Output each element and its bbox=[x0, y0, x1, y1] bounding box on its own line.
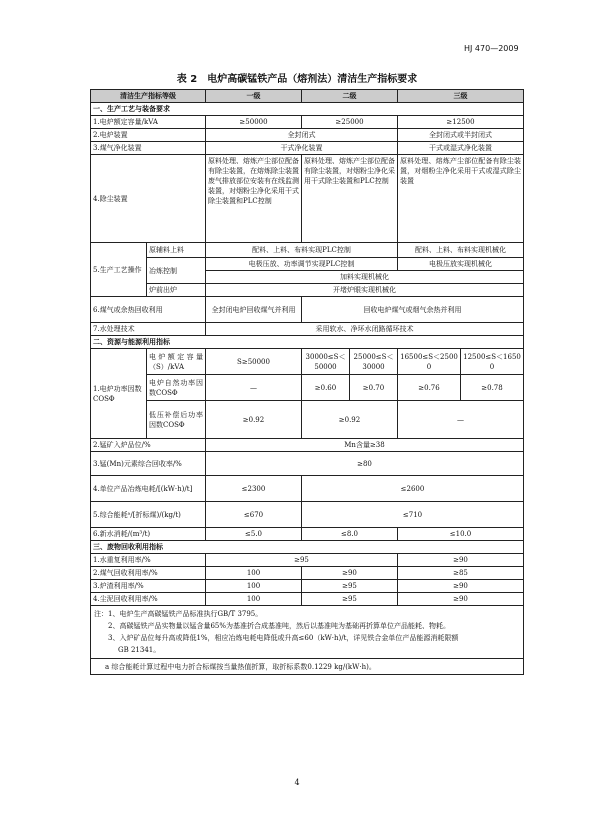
cell-value: ≥85 bbox=[398, 567, 524, 580]
cell-value: 原料处理、熔炼产尘部位配备有除尘装置，对烟粉尘净化采用干式或湿式除尘装置 bbox=[398, 155, 524, 243]
row-label: 3.煤气净化装置 bbox=[91, 142, 206, 155]
table-row bbox=[91, 142, 524, 155]
cell-value: ≤710 bbox=[302, 502, 524, 528]
row-label: 2.锰矿入炉品位/% bbox=[91, 439, 206, 452]
cell-value: ≤8.0 bbox=[302, 528, 398, 541]
table-row bbox=[91, 129, 524, 142]
table-row bbox=[91, 375, 524, 401]
row-label: 4.除尘装置 bbox=[91, 155, 206, 243]
cell-value: 加料实现机械化 bbox=[206, 271, 524, 284]
row-label: 3.锰(Mn)元素综合回收率/% bbox=[91, 452, 206, 476]
table-header-row bbox=[91, 90, 524, 103]
section-title: 一、生产工艺与装备要求 bbox=[91, 103, 524, 116]
standard-code: HJ 470—2009 bbox=[464, 44, 519, 53]
table-row bbox=[91, 323, 524, 336]
cell-value: 100 bbox=[206, 580, 302, 593]
cell-value: 25000≤S＜30000 bbox=[350, 349, 398, 375]
cell-value: ≥90 bbox=[398, 554, 524, 567]
footnote-row bbox=[91, 659, 524, 675]
table-row bbox=[91, 528, 524, 541]
row-label: 4.尘泥回收利用率/% bbox=[91, 593, 206, 606]
row-label: 4.单位产品冶炼电耗/[(kW·h)/t] bbox=[91, 476, 206, 502]
cell-value: 全封闭电炉回收煤气并利用 bbox=[206, 297, 302, 323]
cell-value: ≤2600 bbox=[302, 476, 524, 502]
page-number: 4 bbox=[294, 778, 300, 787]
cell-value: ≤2300 bbox=[206, 476, 302, 502]
sub-label: 炉前出炉 bbox=[147, 284, 206, 297]
table-notes bbox=[91, 606, 524, 659]
cell-value: ≥95 bbox=[302, 580, 398, 593]
cell-value: 16500≤S＜25000 bbox=[398, 349, 461, 375]
header-indicator: 清洁生产指标等级 bbox=[91, 90, 206, 103]
cell-value: 原料处理、熔炼产尘部位配备有除尘装置，在熔炼除尘装置废气排放部位安装有在线监测装置，对烟粉尘净化采用干式除尘装置和PLC控制 bbox=[206, 155, 302, 243]
clean-production-table bbox=[90, 89, 524, 675]
cell-value: S≥50000 bbox=[206, 349, 302, 375]
sub-label: 原辅料上料 bbox=[147, 243, 206, 258]
sub-label: 冶炼控制 bbox=[147, 258, 206, 284]
table-row bbox=[91, 439, 524, 452]
cell-value: 电极压放、功率调节实现PLC控制 bbox=[206, 258, 398, 271]
cell-value: ≥0.70 bbox=[350, 375, 398, 401]
notes-row bbox=[91, 606, 524, 659]
section-row bbox=[91, 336, 524, 349]
table-row bbox=[91, 567, 524, 580]
cell-value: 开堵炉眼实现机械化 bbox=[206, 284, 524, 297]
cell-value: 原料处理、熔炼产尘部位配备有除尘装置，对烟粉尘净化采用干式除尘装置和PLC控制 bbox=[302, 155, 398, 243]
cell-value: 100 bbox=[206, 567, 302, 580]
cell-value: — bbox=[206, 375, 302, 401]
table-row bbox=[91, 554, 524, 567]
cell-value: ≥50000 bbox=[206, 116, 302, 129]
cell-value: ≥90 bbox=[398, 580, 524, 593]
cell-value: 配料、上料、布料实现PLC控制 bbox=[206, 243, 398, 258]
section-row bbox=[91, 103, 524, 116]
cell-value: ≤5.0 bbox=[206, 528, 302, 541]
cell-value: ≥12500 bbox=[398, 116, 524, 129]
cell-value: ≥25000 bbox=[302, 116, 398, 129]
table-row bbox=[91, 349, 524, 375]
cell-value: ≥80 bbox=[206, 452, 524, 476]
table-row bbox=[91, 258, 524, 271]
cell-value: 干式或湿式净化装置 bbox=[398, 142, 524, 155]
sub-label: 低压补偿后功率因数COSΦ bbox=[147, 401, 206, 439]
row-label: 7.水处理技术 bbox=[91, 323, 206, 336]
table-row bbox=[91, 593, 524, 606]
cell-value: 30000≤S＜50000 bbox=[302, 349, 350, 375]
table-row bbox=[91, 243, 524, 258]
cell-value: — bbox=[398, 401, 524, 439]
header-grade-1: 一级 bbox=[206, 90, 302, 103]
row-label: 2.煤气回收利用率/% bbox=[91, 567, 206, 580]
table-row bbox=[91, 580, 524, 593]
row-label: 6.煤气或余热回收利用 bbox=[91, 297, 206, 323]
cell-value: 全封闭式或半封闭式 bbox=[398, 129, 524, 142]
cell-value: ≥90 bbox=[302, 567, 398, 580]
cell-value: ≤10.0 bbox=[398, 528, 524, 541]
table-row bbox=[91, 297, 524, 323]
header-grade-2: 二级 bbox=[302, 90, 398, 103]
row-label: 1.水重复利用率/% bbox=[91, 554, 206, 567]
cell-value: 电极压放实现机械化 bbox=[398, 258, 524, 271]
cell-value: ≥0.78 bbox=[461, 375, 524, 401]
cell-value: ≤670 bbox=[206, 502, 302, 528]
table-title: 表 2 电炉高碳锰铁产品（熔剂法）清洁生产指标要求 bbox=[176, 74, 418, 85]
cell-value: ≥0.92 bbox=[302, 401, 398, 439]
row-label: 1.电炉额定容量/kVA bbox=[91, 116, 206, 129]
cell-value: ≥0.60 bbox=[302, 375, 350, 401]
cell-value: ≥95 bbox=[302, 593, 398, 606]
cell-value: 全封闭式 bbox=[206, 129, 398, 142]
footnote-a: a 综合能耗计算过程中电力折合标煤按当量热值折算，取折标系数0.1229 kg/(kW·h)。 bbox=[91, 659, 524, 675]
cell-value: 回收电炉煤气或烟气余热并利用 bbox=[302, 297, 524, 323]
row-label: 3.炉渣利用率/% bbox=[91, 580, 206, 593]
sub-label: 电炉额定容量（S）/kVA bbox=[147, 349, 206, 375]
table-row bbox=[91, 116, 524, 129]
table-row bbox=[91, 155, 524, 243]
cell-value: 12500≤S＜16500 bbox=[461, 349, 524, 375]
cell-value: 采用软水、净环水闭路循环技术 bbox=[206, 323, 524, 336]
cell-value: Mn含量≥38 bbox=[206, 439, 524, 452]
cell-value: ≥0.92 bbox=[206, 401, 302, 439]
cell-value: ≥95 bbox=[206, 554, 398, 567]
header-grade-3: 三级 bbox=[398, 90, 524, 103]
table-row bbox=[91, 452, 524, 476]
note-3-cont: GB 21341。 bbox=[118, 646, 161, 654]
cell-value: ≥90 bbox=[398, 593, 524, 606]
table-row bbox=[91, 284, 524, 297]
section-title: 二、资源与能源利用指标 bbox=[91, 336, 524, 349]
cell-value: 100 bbox=[206, 593, 302, 606]
table-row bbox=[91, 502, 524, 528]
row-label: 6.新水消耗/(m³/t) bbox=[91, 528, 206, 541]
row-label: 2.电炉装置 bbox=[91, 129, 206, 142]
section-title: 三、废物回收利用指标 bbox=[91, 541, 524, 554]
sub-label: 电炉自然功率因数COSΦ bbox=[147, 375, 206, 401]
table-row bbox=[91, 476, 524, 502]
cell-value: 干式净化装置 bbox=[206, 142, 398, 155]
row-label: 1.电炉功率因数COSΦ bbox=[91, 349, 147, 439]
table-row bbox=[91, 401, 524, 439]
note-3: 3、入炉矿品位每升高或降低1%，相应冶炼电耗电降低或升高≤60（kW·h)/t，详见铁合金单位产品能源消耗限额 bbox=[108, 634, 459, 642]
row-label: 5.生产工艺操作 bbox=[91, 243, 147, 297]
cell-value: 配料、上料、布料实现机械化 bbox=[398, 243, 524, 258]
note-2: 2、高碳锰铁产品实物量以锰含量65%为基准折合成基准吨，然后以基准吨为基础再折算单位产品能耗、物耗。 bbox=[108, 622, 451, 630]
note-1: 注：1、电炉生产高碳锰铁产品标准执行GB/T 3795。 bbox=[94, 610, 263, 618]
cell-value: ≥0.76 bbox=[398, 375, 461, 401]
row-label: 5.综合能耗ᵃ/[折标煤)/(kg/t) bbox=[91, 502, 206, 528]
section-row bbox=[91, 541, 524, 554]
